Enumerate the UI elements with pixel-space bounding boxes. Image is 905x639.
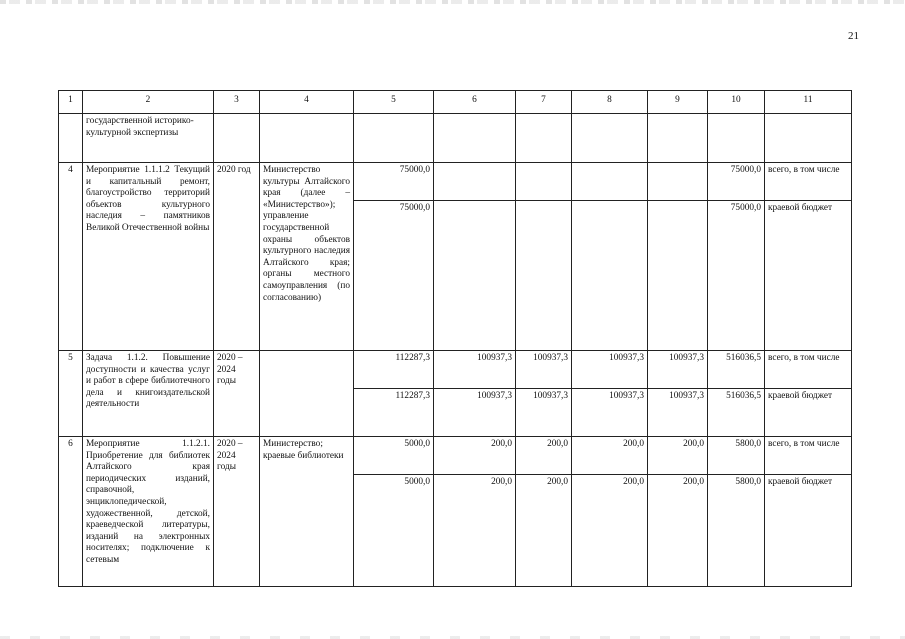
- cell-value: [354, 114, 434, 163]
- cell-period: [214, 114, 260, 163]
- cell-value: [648, 163, 708, 201]
- cell-source: всего, в том числе: [765, 351, 852, 389]
- cell-executor: Министерство; краевые библиотеки: [260, 437, 354, 587]
- cell-value: 200,0: [648, 475, 708, 587]
- cell-source: [765, 114, 852, 163]
- header-cell: 10: [708, 91, 765, 114]
- cell-value: [434, 114, 516, 163]
- header-cell: 6: [434, 91, 516, 114]
- cell-value: 5800,0: [708, 437, 765, 475]
- cell-value: 100937,3: [648, 351, 708, 389]
- header-cell: 2: [83, 91, 214, 114]
- header-cell: 8: [572, 91, 648, 114]
- cell-value: 200,0: [434, 437, 516, 475]
- cell-source: всего, в том числе: [765, 163, 852, 201]
- cell-value: [572, 114, 648, 163]
- scan-edge-top: [0, 0, 905, 4]
- cell-value: [648, 201, 708, 351]
- cell-value: 200,0: [572, 475, 648, 587]
- cell-value: [434, 201, 516, 351]
- cell-value: 200,0: [516, 475, 572, 587]
- cell-value: 5000,0: [354, 437, 434, 475]
- cell-source: краевой бюджет: [765, 389, 852, 437]
- cell-value: 516036,5: [708, 351, 765, 389]
- cell-value: 75000,0: [354, 163, 434, 201]
- cell-value: 75000,0: [354, 201, 434, 351]
- cell-source: краевой бюджет: [765, 475, 852, 587]
- cell-value: 200,0: [572, 437, 648, 475]
- cell-value: 75000,0: [708, 201, 765, 351]
- cell-value: [516, 201, 572, 351]
- cell-value: 100937,3: [516, 351, 572, 389]
- cell-value: 516036,5: [708, 389, 765, 437]
- cell-name: государственной историко-культурной экспертизы: [83, 114, 214, 163]
- header-row: [59, 91, 852, 114]
- header-cell: 4: [260, 91, 354, 114]
- cell-value: [572, 163, 648, 201]
- cell-period: 2020 год: [214, 163, 260, 351]
- table-row: [59, 163, 852, 201]
- header-cell: 11: [765, 91, 852, 114]
- cell-value: 200,0: [434, 475, 516, 587]
- header-cell: 5: [354, 91, 434, 114]
- cell-source: краевой бюджет: [765, 201, 852, 351]
- cell-value: [708, 114, 765, 163]
- program-table: [58, 90, 852, 587]
- cell-value: 100937,3: [648, 389, 708, 437]
- cell-value: 200,0: [648, 437, 708, 475]
- cell-value: [572, 201, 648, 351]
- header-cell: 7: [516, 91, 572, 114]
- cell-period: 2020 – 2024 годы: [214, 437, 260, 587]
- header-cell: 3: [214, 91, 260, 114]
- cell-value: 100937,3: [434, 389, 516, 437]
- cell-executor: [260, 351, 354, 437]
- cell-value: 75000,0: [708, 163, 765, 201]
- cell-value: 5800,0: [708, 475, 765, 587]
- cell-no: [59, 114, 83, 163]
- cell-value: 5000,0: [354, 475, 434, 587]
- cell-name: Задача 1.1.2. Повышение доступности и качества услуг и работ в сфере библиотечного дела и книгоиздательской деятельности: [83, 351, 214, 437]
- cell-value: 100937,3: [516, 389, 572, 437]
- cell-no: 4: [59, 163, 83, 351]
- cell-no: 6: [59, 437, 83, 587]
- cell-value: [648, 114, 708, 163]
- cell-value: 100937,3: [572, 389, 648, 437]
- cell-value: 100937,3: [572, 351, 648, 389]
- header-cell: 9: [648, 91, 708, 114]
- table-row: [59, 437, 852, 475]
- page-number: 21: [848, 30, 859, 42]
- cell-value: [434, 163, 516, 201]
- cell-executor: Министерство культуры Алтайского края (далее – «Министерство»); управление государственной охраны объектов культурного наследия Алтайского края; органы местного самоуправления (по согласованию): [260, 163, 354, 351]
- cell-source: всего, в том числе: [765, 437, 852, 475]
- cell-value: 200,0: [516, 437, 572, 475]
- cell-period: 2020 – 2024 годы: [214, 351, 260, 437]
- table-row-continued: [59, 114, 852, 163]
- header-cell: 1: [59, 91, 83, 114]
- cell-executor: [260, 114, 354, 163]
- table-row: [59, 351, 852, 389]
- cell-value: 112287,3: [354, 351, 434, 389]
- cell-value: [516, 163, 572, 201]
- cell-name: Мероприятие 1.1.2.1. Приобретение для библиотек Алтайского края периодических изданий, справочной, энциклопедической, художественной, детской, краеведческой литературы, изданий на электронных носителях; подключение к сетевым: [83, 437, 214, 587]
- cell-value: [516, 114, 572, 163]
- cell-no: 5: [59, 351, 83, 437]
- cell-value: 112287,3: [354, 389, 434, 437]
- cell-name: Мероприятие 1.1.1.2 Текущий и капитальный ремонт, благоустройство территорий объектов культурного наследия – памятников Великой Отечественной войны: [83, 163, 214, 351]
- cell-value: 100937,3: [434, 351, 516, 389]
